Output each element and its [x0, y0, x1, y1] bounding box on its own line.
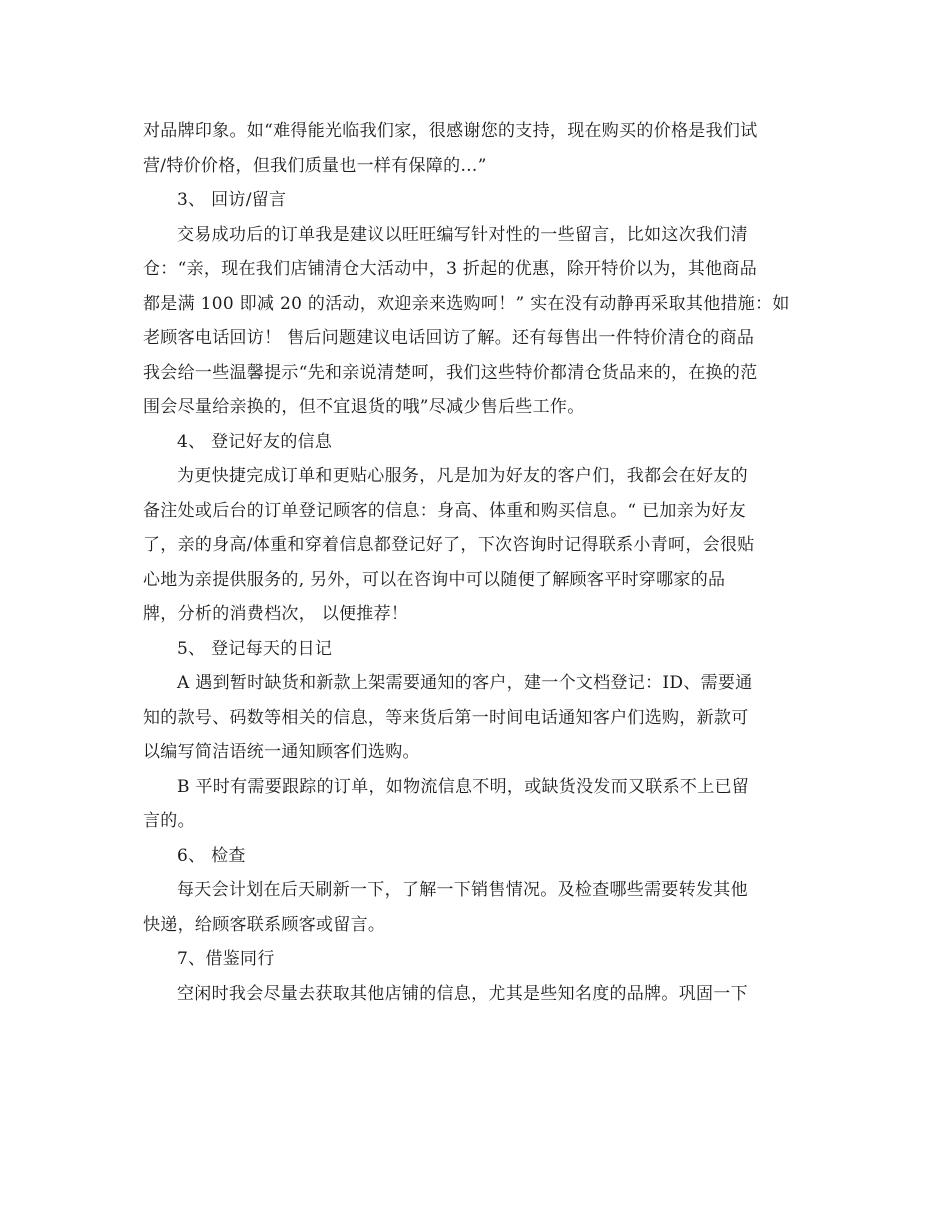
text-line: 老顾客电话回访！ 售后问题建议电话回访了解。还有每售出一件特价清仓的商品 — [143, 328, 755, 348]
section-heading-5: 5、 登记每天的日记 — [177, 638, 333, 659]
paragraph-start: 每天会计划在后天刷新一下，了解一下销售情况。及检查哪些需要转发其他 — [177, 880, 748, 900]
text-line: 言的。 — [143, 811, 195, 831]
text-line: 对品牌印象。如“难得能光临我们家，很感谢您的支持，现在购买的价格是我们试 — [143, 121, 758, 141]
document-body — [143, 114, 815, 1011]
paragraph-start: 交易成功后的订单我是建议以旺旺编写针对性的一些留言，比如这次我们清 — [177, 224, 748, 245]
text-line: 了，亲的身高/体重和穿着信息都登记好了，下次咨询时记得联系小青呵，会很贴 — [143, 535, 755, 555]
text-line: 备注处或后台的订单登记顾客的信息：身高、体重和购买信息。“ 已加亲为好友 — [143, 500, 746, 521]
section-heading-6: 6、 检查 — [177, 845, 246, 866]
paragraph-start: 空闲时我会尽量去获取其他店铺的信息，尤其是些知名度的品牌。巩固一下 — [177, 983, 748, 1004]
text-line: 快递，给顾客联系顾客或留言。 — [143, 914, 386, 935]
paragraph-start: 为更快捷完成订单和更贴心服务，凡是加为好友的客户们，我都会在好友的 — [177, 466, 748, 486]
paragraph-start: B 平时有需要跟踪的订单，如物流信息不明，或缺货没发而又联系不上已留 — [177, 776, 750, 797]
text-line: 围会尽量给亲换的，但不宜退货的哦”尽减少售后些工作。 — [143, 397, 585, 417]
section-heading-3: 3、 回访/留言 — [177, 190, 287, 210]
paragraph-start: A 遇到暂时缺货和新款上架需要通知的客户，建一个文档登记：ID、需要通 — [177, 673, 753, 693]
section-heading-7: 7、借鉴同行 — [177, 949, 275, 969]
text-line: 牌，分析的消费档次， 以便推荐！ — [143, 604, 409, 624]
text-line: 知的款号、码数等相关的信息，等来货后第一时间电话通知客户们选购，新款可 — [143, 707, 749, 728]
text-line: 仓：“亲，现在我们店铺清仓大活动中，3 折起的优惠，除开特价以为，其他商品 — [143, 259, 758, 279]
text-line: 心地为亲提供服务的, 另外，可以在咨询中可以随便了解顾客平时穿哪家的品 — [143, 569, 726, 590]
text-line: 以编写简洁语统一通知顾客们选购。 — [143, 742, 420, 762]
text-line: 营/特价价格，但我们质量也一样有保障的…” — [143, 155, 487, 176]
text-line: 我会给一些温馨提示“先和亲说清楚呵，我们这些特价都清仓货品来的，在换的范 — [143, 362, 758, 383]
section-heading-4: 4、 登记好友的信息 — [177, 431, 333, 452]
text-line: 都是满 100 即减 20 的活动，欢迎亲来选购呵！” 实在没有动静再采取其他措施：如 — [143, 293, 790, 314]
